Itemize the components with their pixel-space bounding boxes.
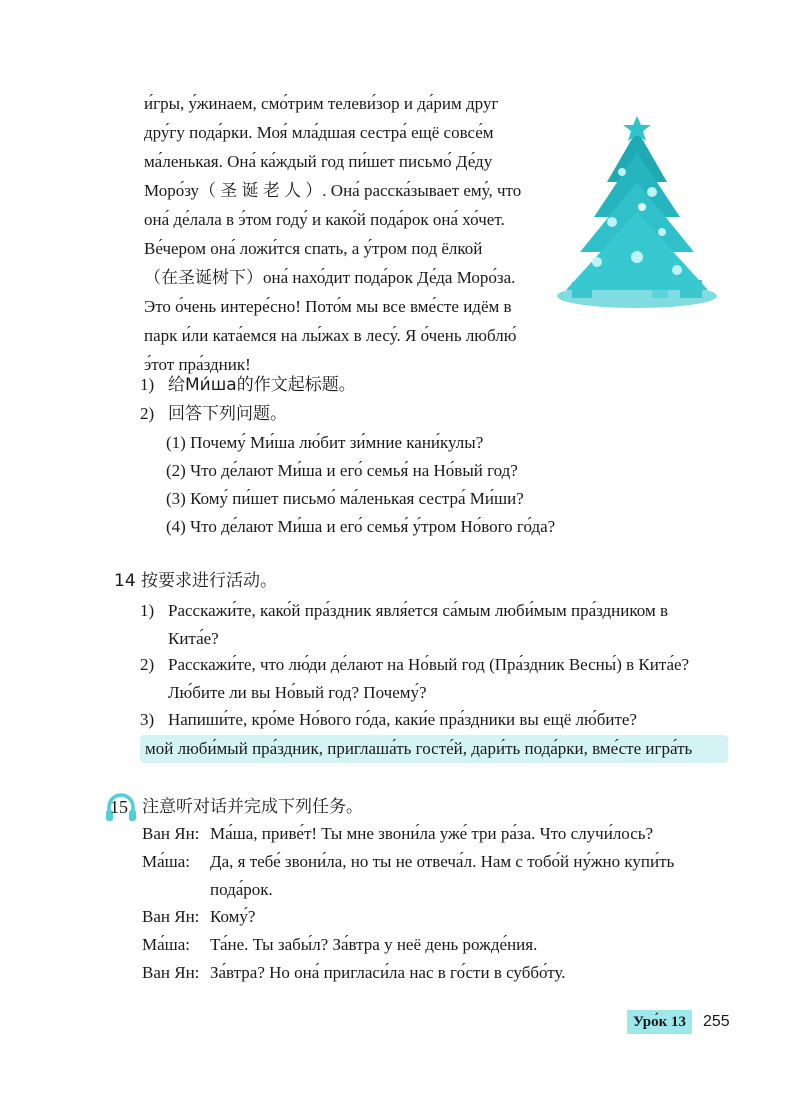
paragraph-line: （在圣诞树下）она́ нахо́дит пода́рок Де́да Моро́за.	[144, 268, 516, 287]
exercise-15-number: 15	[110, 797, 128, 817]
task-item	[140, 400, 287, 428]
activity-item	[140, 651, 689, 679]
dialog-speaker: Ван Ян:	[142, 963, 200, 982]
vocabulary-hint-box	[140, 735, 728, 763]
task-text: 给Ми́ша的作文起标题。	[168, 375, 356, 395]
dialog-text: Да, я тебе́ звони́ла, но ты не отвеча́л. Нам с тобо́й ну́жно купи́ть	[210, 852, 675, 871]
paragraph-line: Моро́зу（ 圣 诞 老 人 ）. Она́ расска́зывает ему́, что	[144, 181, 522, 200]
dialog-line	[142, 959, 566, 987]
dialog-text: Кому́?	[210, 907, 256, 926]
question-item: (2) Что де́лают Ми́ша и его́ семья́ на Но́вый год?	[166, 461, 518, 480]
lesson-label: Уро́к 13	[627, 1010, 692, 1034]
paragraph-line: она́ де́лала в э́том году́ и како́й пода́рок она́ хо́чет.	[144, 210, 505, 229]
activity-text: Напиши́те, кро́ме Но́вого го́да, каки́е пра́здники вы ещё лю́бите?	[168, 710, 637, 729]
dialog-speaker: Ван Ян:	[142, 824, 200, 843]
dialog-text: Та́не. Ты забы́л? За́втра у неё день рожде́ния.	[210, 935, 538, 954]
task-number: 2)	[140, 404, 155, 423]
paragraph-line: дру́гу пода́рки. Моя́ мла́дшая сестра́ ещё совсе́м	[144, 123, 494, 142]
task-item	[140, 371, 356, 399]
paragraph-line: ма́ленькая. Она́ ка́ждый год пи́шет письмо́ Де́ду	[144, 152, 493, 171]
dialog-speaker: Ван Ян:	[142, 907, 200, 926]
dialog-text-continued: пода́рок.	[210, 880, 273, 899]
activity-item	[140, 706, 637, 734]
paragraph-line: Ве́чером она́ ложи́тся спать, а у́тром под ёлкой	[144, 239, 483, 258]
question-item: (4) Что де́лают Ми́ша и его́ семья́ у́тром Но́вого го́да?	[166, 517, 556, 536]
dialog-line	[142, 820, 653, 848]
dialog-line	[142, 848, 674, 876]
activity-number: 3)	[140, 710, 155, 729]
paragraph-line: Это о́чень интере́сно! Пото́м мы все вме́сте идём в	[144, 297, 512, 316]
activity-item	[140, 597, 668, 625]
activity-text: Расскажи́те, како́й пра́здник явля́ется са́мым люби́мым пра́здником в	[168, 601, 668, 620]
page-number: 255	[703, 1013, 730, 1030]
activity-number: 2)	[140, 655, 155, 674]
vocabulary-hint: мой люби́мый пра́здник, приглаша́ть госте́й, дари́ть пода́рки, вме́сте игра́ть	[145, 739, 693, 758]
activity-text: Расскажи́те, что лю́ди де́лают на Но́вый год (Пра́здник Весны́) в Кита́е?	[168, 655, 690, 674]
task-number: 1)	[140, 375, 155, 394]
christmas-tree-illustration	[552, 112, 722, 312]
dialog-text: Ма́ша, приве́т! Ты мне звони́ла уже́ три ра́за. Что случи́лось?	[210, 824, 654, 843]
exercise-15-title: 注意听对话并完成下列任务。	[142, 797, 363, 817]
paragraph-line: и́гры, у́жинаем, смо́трим телеви́зор и да́рим друг	[144, 94, 499, 113]
question-item: (3) Кому́ пи́шет письмо́ ма́ленькая сестра́ Ми́ши?	[166, 489, 524, 508]
dialog-line	[142, 903, 255, 931]
paragraph-line: э́тот пра́здник!	[144, 355, 251, 374]
dialog-line	[142, 931, 537, 959]
activity-text-continued: Кита́е?	[168, 629, 219, 648]
exercise-14-title: 14 按要求进行活动。	[114, 571, 278, 591]
reading-paragraph	[144, 89, 534, 379]
activity-number: 1)	[140, 601, 155, 620]
paragraph-line: парк и́ли ката́емся на лы́жах в лесу́. Я о́чень люблю́	[144, 326, 517, 345]
question-item: (1) Почему́ Ми́ша лю́бит зи́мние кани́кулы?	[166, 433, 484, 452]
activity-text-continued: Лю́бите ли вы Но́вый год? Почему́?	[168, 683, 427, 702]
dialog-speaker: Ма́ша:	[142, 935, 191, 954]
dialog-text: За́втра? Но она́ пригласи́ла нас в го́сти в суббо́ту.	[210, 963, 566, 982]
task-text: 回答下列问题。	[168, 404, 287, 424]
dialog-speaker: Ма́ша:	[142, 852, 191, 871]
